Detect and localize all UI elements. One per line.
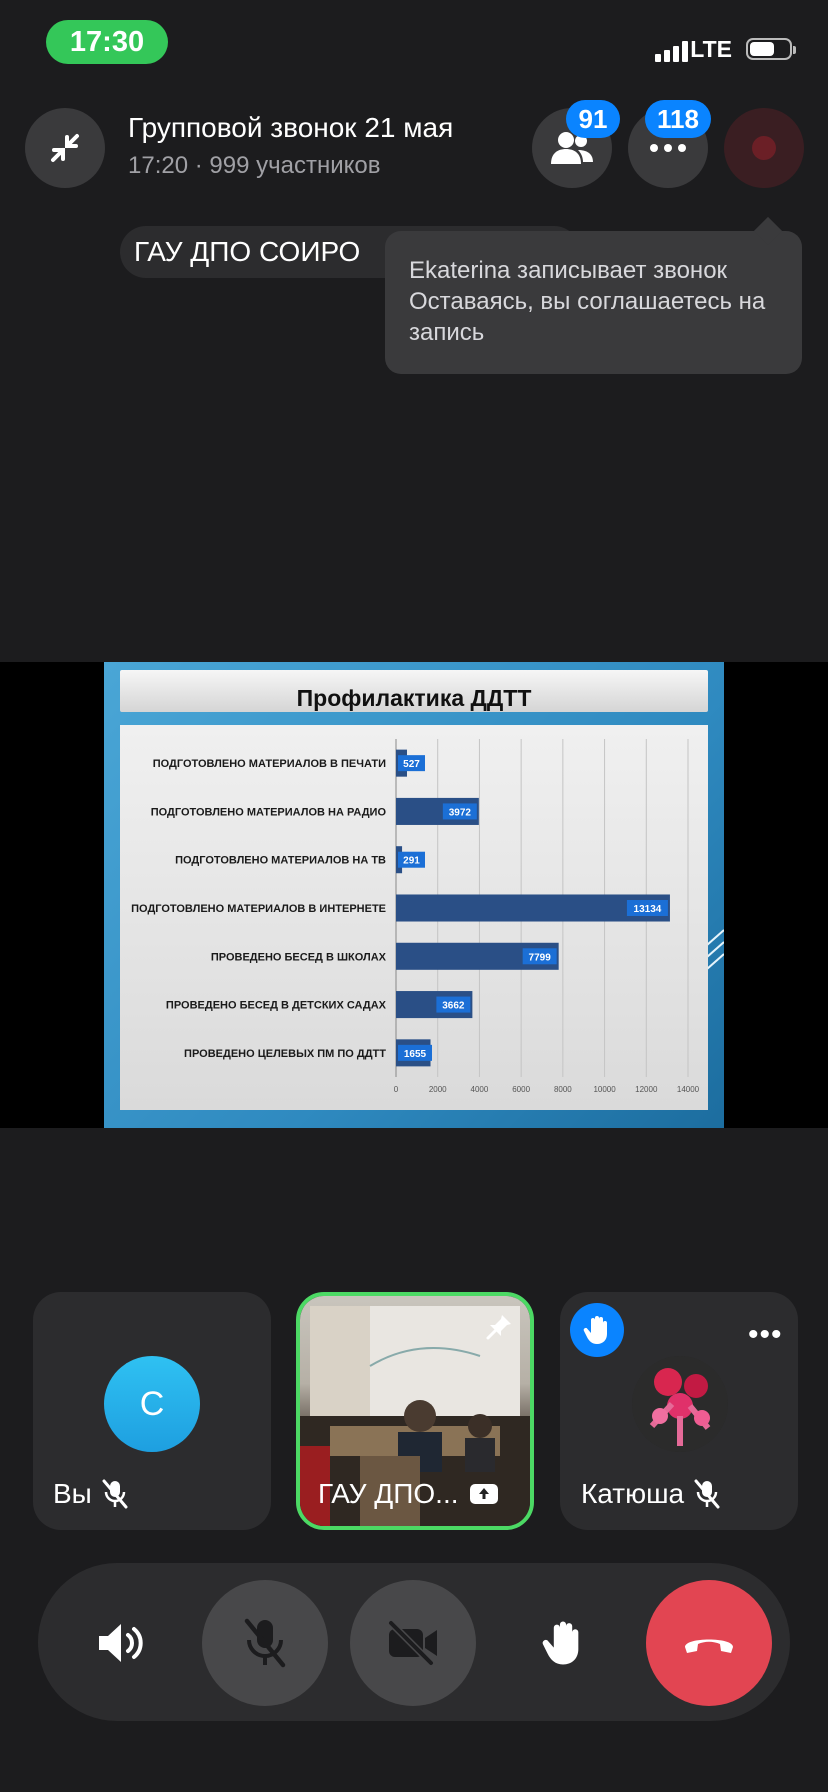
screen-share-icon — [469, 1482, 499, 1506]
raised-hand-badge — [570, 1303, 624, 1357]
end-call-button[interactable] — [646, 1580, 772, 1706]
category-label: ПРОВЕДЕНО БЕСЕД В ШКОЛАХ — [210, 951, 386, 964]
speaker-button[interactable] — [60, 1580, 186, 1706]
battery-icon — [746, 38, 792, 60]
tile-more-icon[interactable]: ••• — [748, 1318, 783, 1351]
x-tick-label: 12000 — [635, 1085, 658, 1094]
slide-title-bar — [120, 670, 708, 712]
category-label: ПОДГОТОВЛЕНО МАТЕРИАЛОВ В ИНТЕРНЕТЕ — [131, 903, 386, 915]
category-label: ПОДГОТОВЛЕНО МАТЕРИАЛОВ НА ТВ — [175, 854, 386, 867]
status-time: 17:30 — [46, 20, 168, 64]
call-title: Групповой звонок 21 мая — [128, 112, 454, 143]
category-label: ПОДГОТОВЛЕНО МАТЕРИАЛОВ НА РАДИО — [150, 806, 386, 819]
slide-title: Профилактика ДДТТ — [296, 685, 532, 711]
data-label: 7799 — [528, 952, 551, 964]
notifications-count-badge: 118 — [645, 100, 711, 138]
network-type: LTE — [690, 36, 732, 62]
x-tick-label: 10000 — [593, 1085, 616, 1094]
tile-katyusha-name: Катюша — [581, 1478, 685, 1509]
end-call-icon — [681, 1629, 737, 1657]
tooltip-line-2: Оставаясь, вы соглашаетесь на запись — [409, 288, 766, 346]
raise-hand-icon — [540, 1616, 586, 1670]
camera-toggle-button[interactable] — [350, 1580, 476, 1706]
pin-icon[interactable] — [484, 1312, 514, 1342]
data-label: 527 — [403, 759, 420, 771]
x-tick-label: 6000 — [512, 1085, 531, 1094]
more-icon — [648, 143, 688, 153]
tile-speaker-label — [318, 1478, 499, 1510]
participants-count-badge: 91 — [566, 100, 620, 138]
bar-chart — [120, 725, 708, 1110]
category-label: ПРОВЕДЕНО ЦЕЛЕВЫХ ПМ ПО ДДТТ — [184, 1047, 386, 1060]
x-tick-label: 4000 — [470, 1085, 489, 1094]
data-label: 291 — [403, 855, 420, 867]
category-label: ПРОВЕДЕНО БЕСЕД В ДЕТСКИХ САДАХ — [165, 999, 386, 1012]
x-tick-label: 0 — [393, 1085, 399, 1094]
minimize-icon — [45, 128, 85, 168]
raise-hand-button[interactable] — [500, 1580, 626, 1706]
speaker-name: ГАУ ДПО СОИРО — [134, 236, 361, 267]
data-label: 3972 — [448, 807, 471, 819]
x-tick-label: 2000 — [428, 1085, 447, 1094]
record-button[interactable] — [724, 108, 804, 188]
mic-muted-icon — [694, 1479, 720, 1509]
category-label: ПОДГОТОВЛЕНО МАТЕРИАЛОВ В ПЕЧАТИ — [152, 758, 386, 771]
minimize-button[interactable] — [25, 108, 105, 188]
mic-off-icon — [242, 1617, 288, 1669]
mic-toggle-button[interactable] — [202, 1580, 328, 1706]
call-subtitle: 17:20 · 999 участников — [128, 152, 381, 179]
signal-icon — [655, 38, 688, 62]
recording-tooltip — [385, 231, 802, 374]
mic-muted-icon — [102, 1479, 128, 1509]
tile-you-label — [53, 1478, 128, 1510]
raised-hand-icon — [582, 1314, 612, 1346]
camera-off-icon — [385, 1620, 441, 1666]
x-tick-label: 14000 — [676, 1085, 700, 1094]
tile-you-name: Вы — [53, 1478, 92, 1509]
avatar-katyusha — [632, 1356, 728, 1452]
speaker-icon — [95, 1619, 151, 1667]
avatar-you: С — [104, 1356, 200, 1452]
data-label: 13134 — [633, 904, 662, 915]
data-label: 1655 — [403, 1048, 427, 1060]
record-icon — [752, 136, 776, 160]
tooltip-line-1: Ekaterina записывает звонок — [409, 257, 728, 284]
data-label: 3662 — [442, 1000, 465, 1012]
tile-speaker-name: ГАУ ДПО... — [318, 1478, 459, 1509]
tile-katyusha-label — [581, 1478, 720, 1510]
x-tick-label: 8000 — [553, 1085, 572, 1094]
